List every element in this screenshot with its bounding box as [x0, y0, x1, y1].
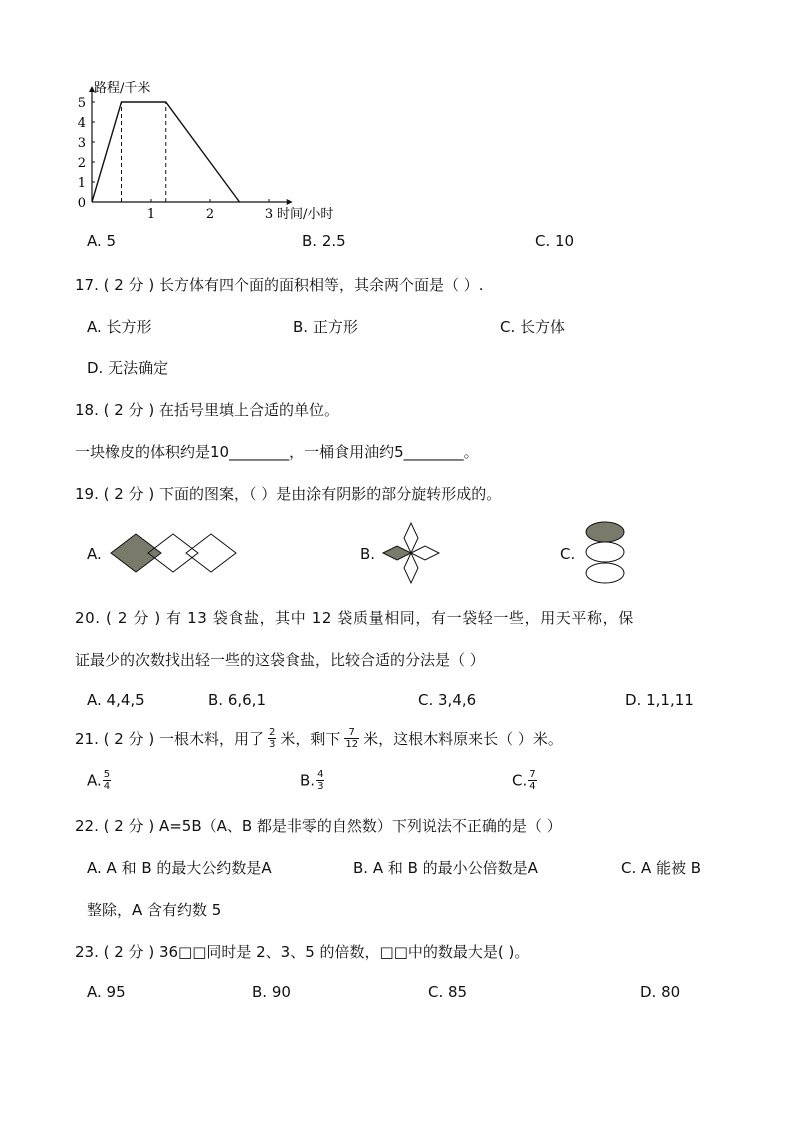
q21-option-a-den: 4 — [103, 781, 111, 792]
y-tick-label: 4 — [77, 116, 86, 131]
q21-frac2-num: 7 — [344, 727, 359, 739]
q23-stem: 23. ( 2 分 ) 36□□同时是 2、3、5 的倍数，□□中的数最大是( )。 — [75, 943, 530, 961]
x-tick-label: 3 — [264, 207, 274, 222]
q16-option-a[interactable]: A. 5 — [87, 232, 117, 250]
q20-option-b[interactable]: B. 6,6,1 — [208, 691, 266, 709]
q21-option-c-den: 4 — [529, 781, 536, 792]
q19-figure-b — [380, 520, 444, 586]
q23-option-d[interactable]: D. 80 — [640, 983, 681, 1001]
x-axis-title: 时间/小时 — [277, 207, 334, 222]
x-tick-label: 2 — [205, 207, 215, 222]
q20-option-a[interactable]: A. 4,4,5 — [87, 691, 145, 709]
q21-option-c[interactable] — [512, 769, 541, 792]
q16-option-c[interactable]: C. 10 — [535, 232, 575, 250]
q21-option-c-fraction — [528, 769, 536, 792]
y-tick-label: 2 — [77, 156, 86, 171]
q21-option-b-fraction — [316, 769, 324, 792]
q22-stem: 22. ( 2 分 ) A=5B（A、B 都是非零的自然数）下列说法不正确的是（ ） — [75, 817, 562, 835]
q21-stem — [75, 727, 563, 750]
q17-option-a[interactable]: A. 长方形 — [87, 318, 152, 336]
q21-option-a-fraction — [103, 769, 111, 792]
q19-stem: 19. ( 2 分 ) 下面的图案，（ ）是由涂有阴影的部分旋转形成的。 — [75, 485, 502, 503]
q21-option-c-label: C. — [512, 771, 528, 790]
q17-option-c[interactable]: C. 长方体 — [500, 318, 566, 336]
q21-option-b[interactable] — [300, 769, 328, 792]
q22-option-c[interactable]: C. A 能被 B — [621, 859, 702, 877]
q17-stem: 17. ( 2 分 ) 长方体有四个面的面积相等，其余两个面是（ ）. — [75, 276, 484, 294]
q18-stem: 18. ( 2 分 ) 在括号里填上合适的单位。 — [75, 401, 339, 419]
q17-option-d[interactable]: D. 无法确定 — [87, 359, 169, 377]
q21-option-b-label: B. — [300, 771, 316, 790]
q21-option-a-label: A. — [87, 771, 102, 790]
q19-option-a[interactable]: A. — [87, 545, 102, 563]
q19-figure-c — [583, 520, 627, 586]
q22-option-a[interactable]: A. A 和 B 的最大公约数是A — [87, 859, 272, 877]
q21-fraction-left — [344, 727, 359, 750]
q20-stem-line2: 证最少的次数找出轻一些的这袋食盐，比较合适的分法是（ ） — [75, 651, 485, 669]
q21-fraction-used — [268, 727, 276, 750]
q20-stem-line1: 20. ( 2 分 ) 有 13 袋食盐，其中 12 袋质量相同，有一袋轻一些，用天平称，保 — [75, 609, 634, 627]
q18-fill-line[interactable]: 一块橡皮的体积约是10________，一桶食用油约5________。 — [75, 443, 479, 461]
q23-option-a[interactable]: A. 95 — [87, 983, 126, 1001]
q21-text-2: 米，剩下 — [280, 730, 341, 748]
x-tick-label: 1 — [146, 207, 156, 222]
q21-option-b-den: 3 — [317, 781, 324, 792]
q23-option-b[interactable]: B. 90 — [252, 983, 291, 1001]
q22-option-c-continued: 整除，A 含有约数 5 — [87, 901, 222, 919]
q19-figure-a — [108, 530, 243, 576]
q21-frac1-num: 2 — [268, 727, 276, 738]
q20-option-d[interactable]: D. 1,1,11 — [625, 691, 694, 709]
q21-option-a-num: 5 — [103, 769, 111, 780]
q22-option-b[interactable]: B. A 和 B 的最小公倍数是A — [353, 859, 538, 877]
q20-option-c[interactable]: C. 3,4,6 — [418, 691, 477, 709]
x-axis-arrow — [287, 199, 293, 205]
y-tick-label: 1 — [77, 176, 86, 191]
q21-frac1-den: 3 — [268, 739, 276, 750]
q21-option-c-num: 7 — [529, 769, 536, 780]
q21-text-1: 21. ( 2 分 ) 一根木料，用了 — [75, 730, 264, 748]
q21-option-b-num: 4 — [317, 769, 324, 780]
y-tick-label: 5 — [77, 96, 86, 111]
q21-frac2-den: 12 — [345, 739, 359, 750]
q17-option-b[interactable]: B. 正方形 — [293, 318, 358, 336]
q21-option-a[interactable] — [87, 769, 115, 792]
q21-text-3: 米，这根木料原来长（ ）米。 — [363, 730, 563, 748]
y-tick-label: 3 — [77, 136, 86, 151]
y-axis-title: 路程/千米 — [94, 81, 151, 96]
q23-option-c[interactable]: C. 85 — [428, 983, 468, 1001]
distance-time-chart — [70, 72, 360, 222]
q19-option-b[interactable]: B. — [360, 545, 376, 563]
q19-option-c[interactable]: C. — [560, 545, 576, 563]
q16-option-b[interactable]: B. 2.5 — [302, 232, 346, 250]
y-tick-label: 0 — [77, 196, 86, 211]
